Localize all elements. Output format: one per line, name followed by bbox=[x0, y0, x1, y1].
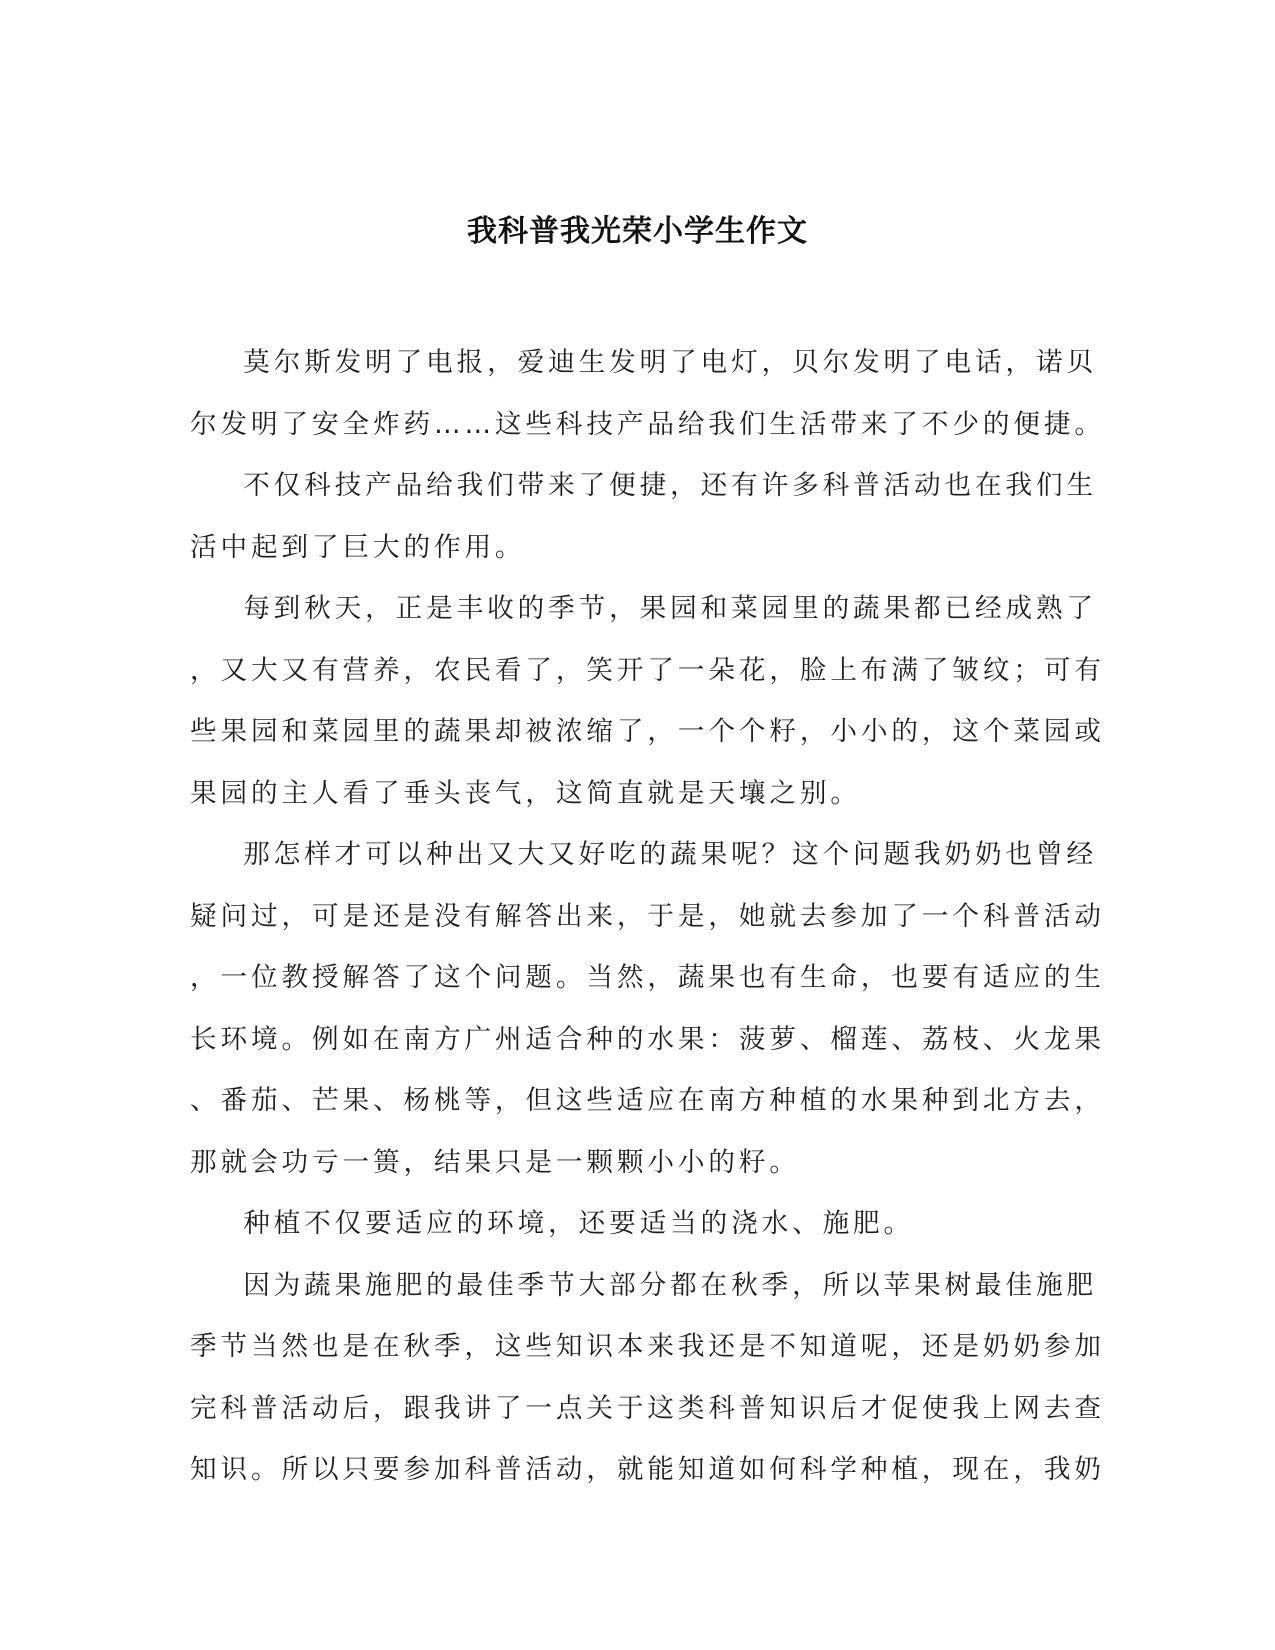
text-line: 疑问过，可是还是没有解答出来，于是，她就去参加了一个科普活动 bbox=[190, 900, 1105, 932]
document-title: 我科普我光荣小学生作文 bbox=[467, 214, 808, 249]
paragraph-6 bbox=[190, 1255, 1105, 1501]
text-line: 、番茄、芒果、杨桃等，但这些适应在南方种植的水果种到北方去， bbox=[190, 1085, 1105, 1116]
text-line: 季节当然也是在秋季，这些知识本来我还是不知道呢，还是奶奶参加 bbox=[190, 1331, 1105, 1362]
text-line: 莫尔斯发明了电报，爱迪生发明了电灯，贝尔发明了电话，诺贝 bbox=[243, 347, 1098, 378]
text-line: 果园的主人看了垂头丧气，这简直就是天壤之别。 bbox=[190, 777, 861, 809]
text-line: 尔发明了安全炸药……这些科技产品给我们生活带来了不少的便捷。 bbox=[190, 408, 1105, 440]
text-line: 些果园和菜园里的蔬果却被浓缩了，一个个籽，小小的，这个菜园或 bbox=[190, 716, 1105, 747]
paragraph-1 bbox=[190, 332, 1105, 455]
text-line: 不仅科技产品给我们带来了便捷，还有许多科普活动也在我们生 bbox=[243, 470, 1098, 501]
text-line: ，又大又有营养，农民看了，笑开了一朵花，脸上布满了皱纹；可有 bbox=[190, 654, 1105, 686]
paragraph-4 bbox=[190, 824, 1105, 1193]
text-line: 因为蔬果施肥的最佳季节大部分都在秋季，所以苹果树最佳施肥 bbox=[243, 1269, 1098, 1301]
document-body bbox=[190, 332, 1105, 1501]
paragraph-3 bbox=[190, 578, 1105, 824]
text-line: 活中起到了巨大的作用。 bbox=[190, 531, 526, 563]
text-line: ，一位教授解答了这个问题。当然，蔬果也有生命，也要有适应的生 bbox=[190, 962, 1105, 993]
paragraph-2 bbox=[190, 455, 1098, 578]
text-line: 完科普活动后，跟我讲了一点关于这类科普知识后才促使我上网去查 bbox=[190, 1392, 1105, 1424]
text-line: 那怎样才可以种出又大又好吃的蔬果呢？这个问题我奶奶也曾经 bbox=[243, 839, 1098, 870]
paragraph-5 bbox=[190, 1193, 1080, 1255]
text-line: 知识。所以只要参加科普活动，就能知道如何科学种植，现在，我奶 bbox=[190, 1454, 1105, 1485]
text-line: 长环境。例如在南方广州适合种的水果：菠萝、榴莲、荔枝、火龙果 bbox=[190, 1023, 1105, 1055]
text-line: 那就会功亏一篑，结果只是一颗颗小小的籽。 bbox=[190, 1146, 800, 1178]
text-line: 种植不仅要适应的环境，还要适当的浇水、施肥。 bbox=[243, 1208, 915, 1239]
text-line: 每到秋天，正是丰收的季节，果园和菜园里的蔬果都已经成熟了 bbox=[243, 593, 1098, 624]
